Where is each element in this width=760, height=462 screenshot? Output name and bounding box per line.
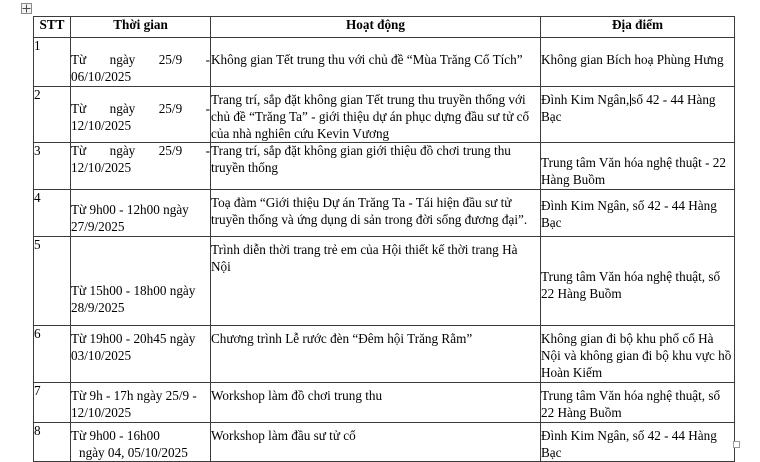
row-number-cell: 6	[34, 326, 71, 383]
time-line: 12/10/2025	[71, 404, 132, 420]
column-header-activity: Hoạt động	[211, 17, 541, 38]
location-cell	[541, 382, 735, 422]
time-cell	[71, 326, 211, 383]
schedule-table	[33, 16, 735, 462]
location-text: Không gian Bích hoạ Phùng Hưng	[541, 52, 724, 67]
column-header-stt: STT	[34, 17, 71, 38]
activity-text: Trang trí, sắp đặt không gian Tết trung thu truyền thống với chủ đề “Trăng Ta” - giới thiệu dự án phục dựng đầu sư tử cổ của nhà nghiên cứu Kevin Vương	[211, 91, 530, 141]
time-cell	[71, 86, 211, 143]
activity-text: Workshop làm đầu sư tử cổ	[211, 427, 356, 443]
row-number-cell: 4	[34, 190, 71, 237]
row-number-cell: 1	[34, 38, 71, 87]
time-line: Từ 9h00 - 16h00	[71, 427, 160, 443]
location-text-after-caret: số 42 - 44 Hàng Bạc	[541, 91, 716, 124]
time-cell	[71, 38, 211, 87]
table-row	[34, 237, 735, 326]
time-line: Từ ngày 25/9 -	[71, 143, 210, 159]
table-row	[34, 190, 735, 237]
activity-text: Không gian Tết trung thu với chủ đề “Mùa Trăng Cổ Tích”	[211, 52, 523, 67]
activity-cell	[211, 86, 541, 143]
location-text: Đình Kim Ngân, số 42 - 44 Hàng Bạc	[541, 427, 717, 460]
table-row	[34, 326, 735, 383]
location-cell	[541, 326, 735, 383]
row-number-cell: 5	[34, 237, 71, 326]
table-row	[34, 382, 735, 422]
time-line: Từ 9h00 - 12h00 ngày	[71, 202, 189, 218]
time-cell	[71, 382, 211, 422]
table-row	[34, 38, 735, 87]
time-line: Từ 19h00 - 20h45 ngày	[71, 331, 196, 347]
row-number-cell: 7	[34, 382, 71, 422]
activity-cell	[211, 382, 541, 422]
row-number-cell: 8	[34, 422, 71, 462]
activity-text: Workshop làm đồ chơi trung thu	[211, 387, 383, 403]
location-text	[541, 87, 734, 126]
time-cell	[71, 190, 211, 237]
time-line: Từ ngày 25/9 -	[71, 100, 210, 116]
column-header-location: Địa điểm	[541, 17, 735, 38]
time-line: 27/9/2025	[71, 219, 125, 235]
time-cell	[71, 143, 211, 190]
location-cell	[541, 38, 735, 87]
location-text: Không gian đi bộ khu phố cổ Hà Nội và không gian đi bộ khu vực hồ Hoàn Kiếm	[541, 331, 732, 381]
table-header-row	[34, 17, 735, 38]
activity-cell	[211, 326, 541, 383]
schedule-table-container	[33, 16, 734, 462]
time-line: Từ 15h00 - 18h00 ngày	[71, 283, 196, 299]
activity-cell	[211, 237, 541, 326]
activity-cell	[211, 38, 541, 87]
column-header-time: Thời gian	[71, 17, 211, 38]
row-number-cell: 3	[34, 143, 71, 190]
location-text: Trung tâm Văn hóa nghệ thuật, số 22 Hàng Buồm	[541, 269, 721, 302]
table-row	[34, 143, 735, 190]
time-line: 06/10/2025	[71, 68, 132, 84]
location-cell	[541, 422, 735, 462]
time-cell	[71, 237, 211, 326]
activity-text: Trang trí, sắp đặt không gian giới thiệu đồ chơi trung thu truyền thống	[211, 143, 511, 176]
location-text: Trung tâm Văn hóa nghệ thuật - 22 Hàng Buồm	[541, 155, 726, 188]
table-resize-handle-icon[interactable]	[733, 441, 740, 448]
location-cell	[541, 86, 735, 143]
location-text: Trung tâm Văn hóa nghệ thuật, số 22 Hàng Buồm	[541, 387, 721, 420]
location-text-before-caret: Đình Kim Ngân,	[541, 91, 630, 107]
location-cell	[541, 143, 735, 190]
time-line: 12/10/2025	[71, 117, 132, 133]
activity-text: Trình diễn thời trang trẻ em của Hội thiết kế thời trang Hà Nội	[211, 242, 518, 275]
location-cell	[541, 237, 735, 326]
time-line: Từ 9h - 17h ngày 25/9 -	[71, 387, 197, 403]
activity-text: Chương trình Lễ rước đèn “Đêm hội Trăng Rằm”	[211, 331, 473, 347]
time-line: 28/9/2025	[71, 300, 125, 316]
time-line: Từ ngày 25/9 -	[71, 52, 210, 67]
table-row	[34, 86, 735, 143]
activity-cell	[211, 143, 541, 190]
activity-cell	[211, 190, 541, 237]
time-line: 12/10/2025	[71, 160, 132, 176]
location-cell	[541, 190, 735, 237]
time-line: 03/10/2025	[71, 348, 132, 364]
table-row	[34, 422, 735, 462]
activity-text: Toạ đàm “Giới thiệu Dự án Trăng Ta - Tái hiện đầu sư tử truyền thống và ứng dụng di sản trong đời sống đương đại”.	[211, 195, 528, 228]
time-line: ngày 04, 05/10/2025	[79, 444, 188, 460]
row-number-cell: 2	[34, 86, 71, 143]
location-text: Đình Kim Ngân, số 42 - 44 Hàng Bạc	[541, 198, 717, 231]
table-move-handle-icon[interactable]	[21, 3, 32, 14]
activity-cell	[211, 422, 541, 462]
time-cell	[71, 422, 211, 462]
